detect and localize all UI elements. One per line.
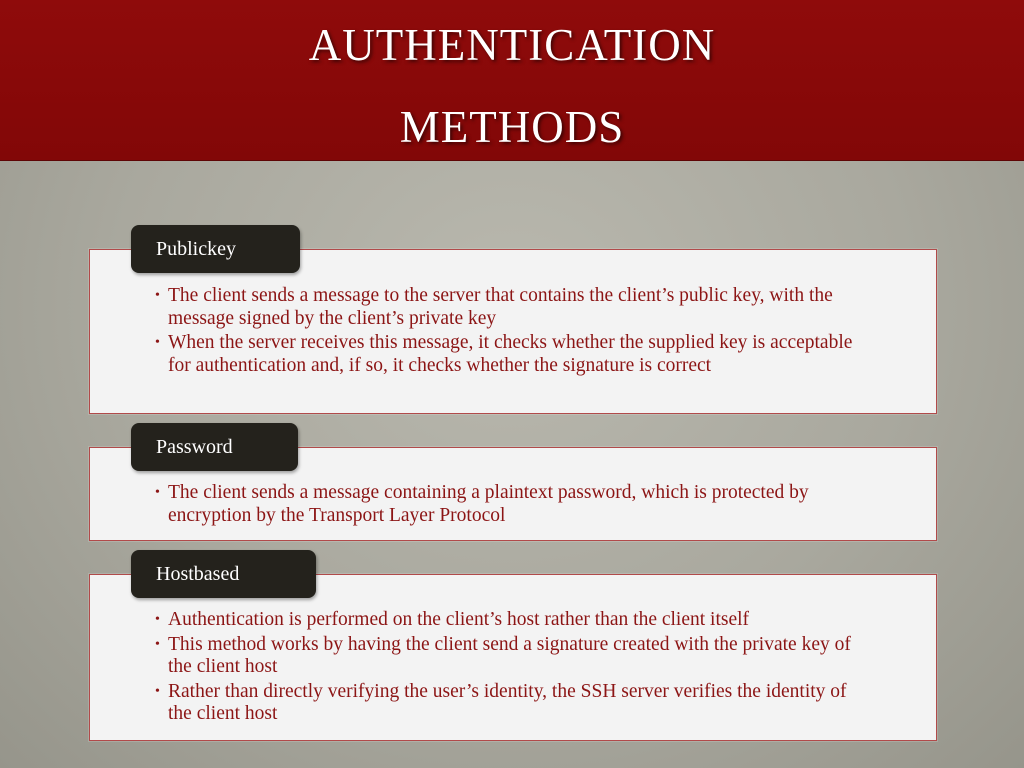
bullet-item: • Rather than directly verifying the user’s identity, the SSH server verifies the identity of the client host [155,681,875,726]
password-bullet-list [155,482,875,529]
bullet-item: • When the server receives this message, it checks whether the supplied key is acceptable for authentication and, if so, it checks whether the signature is correct [155,332,875,377]
publickey-tab: Publickey [131,225,300,273]
slide-title-line-1: authentication [308,3,716,74]
hostbased-bullet-list [155,609,875,728]
password-tab: Password [131,423,298,471]
bullet-item: • The client sends a message to the server that contains the client’s public key, with the message signed by the client’s private key [155,285,875,330]
bullet-item: • The client sends a message containing a plaintext password, which is protected by encryption by the Transport Layer Protocol [155,482,875,527]
slide-title-line-2: methods [399,85,625,156]
bullet-item: • This method works by having the client send a signature created with the private key of the client host [155,634,875,679]
bullet-item: • Authentication is performed on the client’s host rather than the client itself [155,609,875,632]
title-band [0,0,1024,161]
hostbased-tab: Hostbased [131,550,316,598]
publickey-bullet-list [155,285,875,379]
